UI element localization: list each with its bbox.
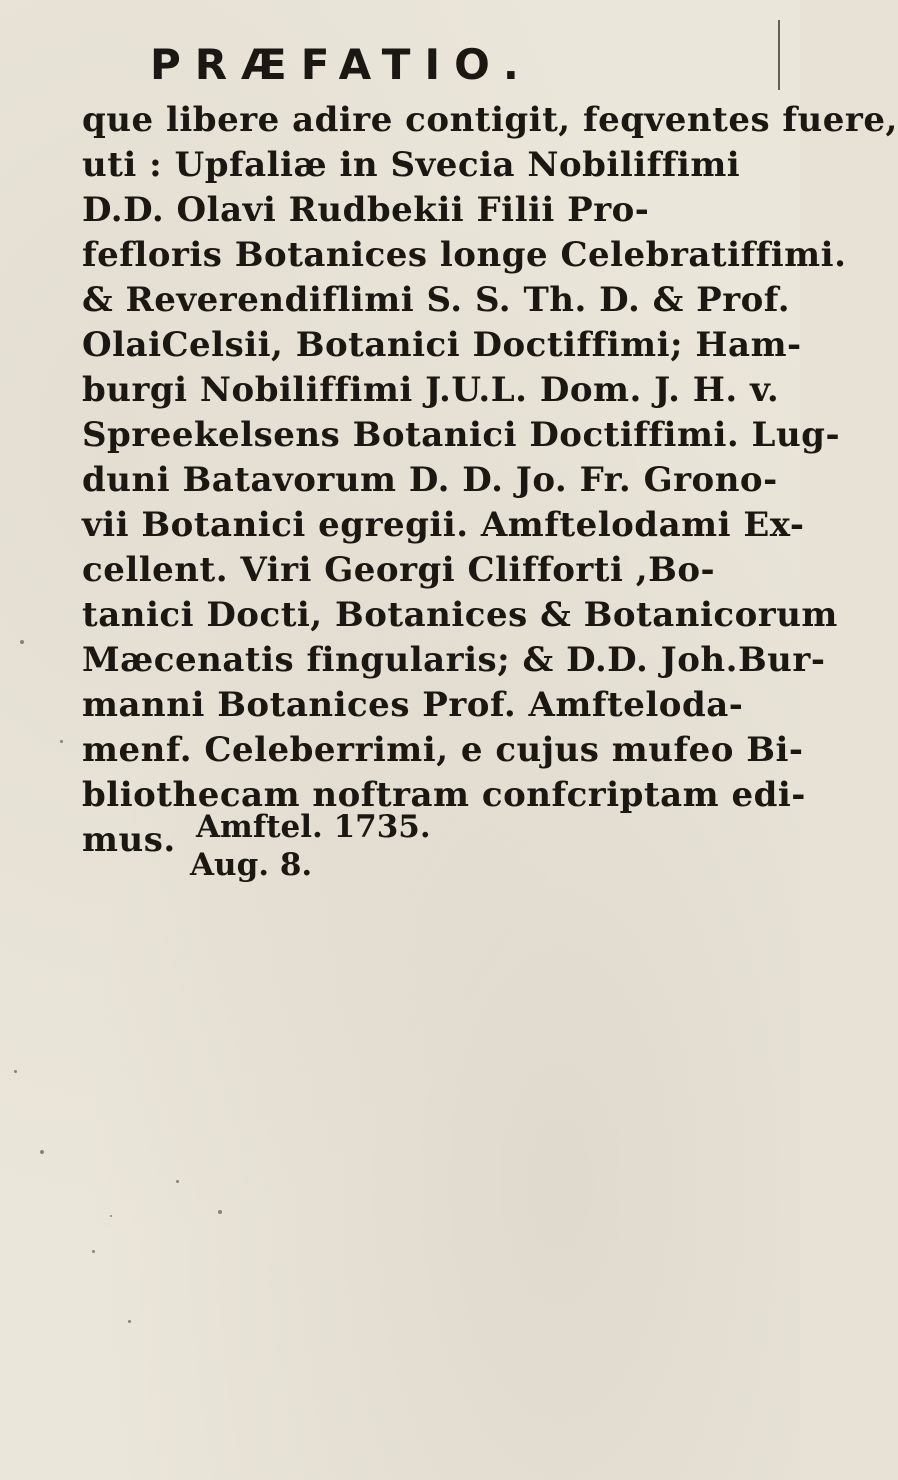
text-line: manni Botanices Prof. Amfteloda- [82, 685, 744, 725]
text-line: cellent. Viri Georgi Clifforti ,Bo- [82, 550, 716, 590]
text-line: & Reverendiflimi S. S. Th. D. & Prof. [82, 280, 791, 320]
paper-speck [176, 1180, 179, 1183]
text-line: Mæcenatis fingularis; & D.D. Joh.Bur- [82, 640, 826, 680]
paper-speck [60, 740, 63, 743]
text-line: fefloris Botanices longe Celebratiffimi. [82, 235, 847, 275]
running-head: PRÆFATIO. [150, 40, 533, 89]
paper-speck [20, 640, 24, 644]
closing-dateline [190, 808, 431, 884]
page-edge-mark [778, 20, 780, 90]
text-line: mus. [82, 820, 176, 860]
text-line: OlaiCelsii, Botanici Doctiffimi; Ham- [82, 325, 802, 365]
text-line: bliothecam noftram confcriptam edi- [82, 775, 806, 815]
text-line: duni Batavorum D. D. Jo. Fr. Grono- [82, 460, 778, 500]
text-line: que libere adire contigit, feqventes fuere, [82, 100, 898, 140]
paper-speck [218, 1210, 222, 1214]
text-line: uti : Upfaliæ in Svecia Nobiliffimi [82, 145, 741, 185]
place-year: Amftel. 1735. [196, 809, 431, 845]
preface-body [82, 98, 898, 863]
paper-speck [128, 1320, 131, 1323]
text-line: tanici Docti, Botanices & Botanicorum [82, 595, 838, 635]
text-line: vii Botanici egregii. Amftelodami Ex- [82, 505, 805, 545]
date: Aug. 8. [190, 847, 313, 883]
text-line: menf. Celeberrimi, e cujus mufeo Bi- [82, 730, 804, 770]
text-line: Spreekelsens Botanici Doctiffimi. Lug- [82, 415, 841, 455]
paper-speck [110, 1215, 112, 1217]
paper-speck [92, 1250, 95, 1253]
paper-speck [14, 1070, 17, 1073]
text-line: burgi Nobiliffimi J.U.L. Dom. J. H. v. [82, 370, 780, 410]
text-line: D.D. Olavi Rudbekii Filii Pro- [82, 190, 650, 230]
paper-speck [40, 1150, 44, 1154]
